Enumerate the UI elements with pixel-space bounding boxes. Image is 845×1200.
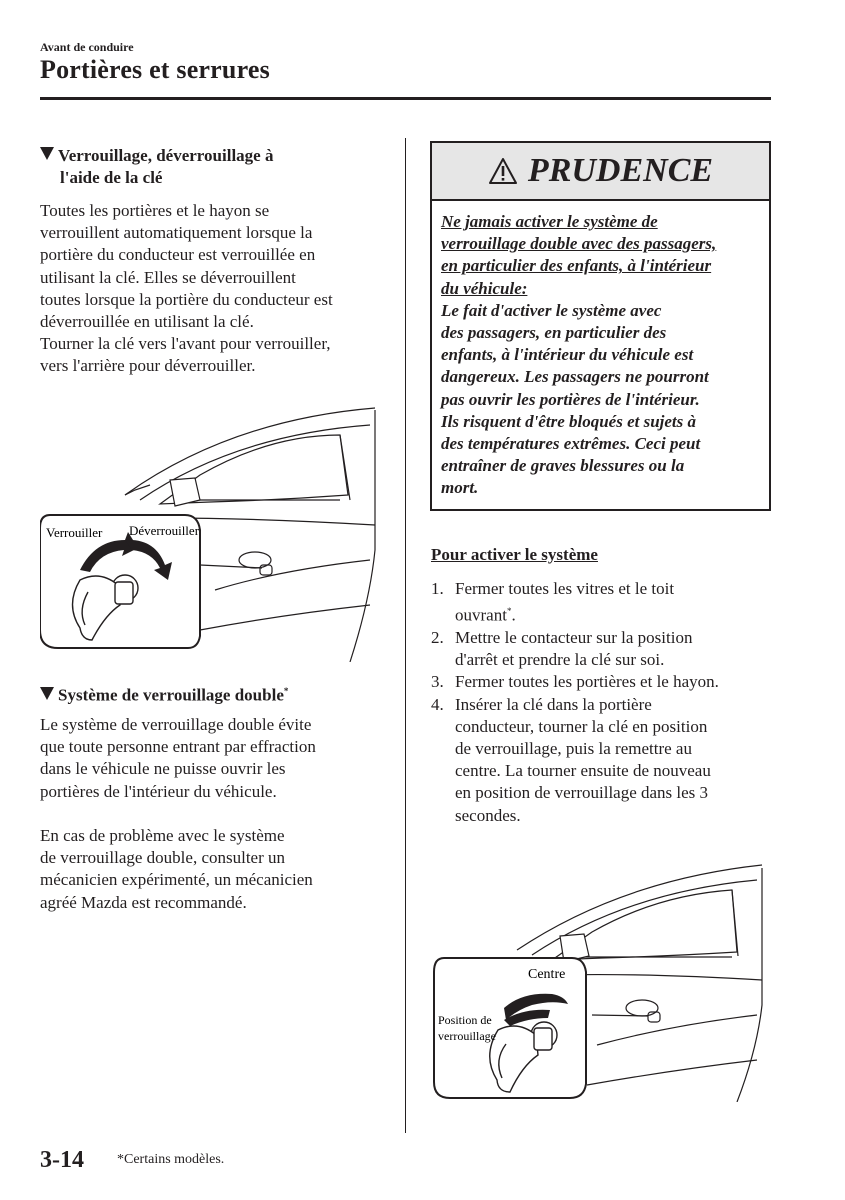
warning-line: mort. bbox=[441, 478, 479, 498]
heading-double-lock-text: Système de verrouillage double bbox=[58, 685, 284, 705]
step-line: Mettre le contacteur sur la position bbox=[455, 628, 693, 648]
warning-line: Ils risquent d'être bloqués et sujets à bbox=[441, 411, 697, 431]
text-line: Le système de verrouillage double évite bbox=[40, 715, 312, 734]
footnote: *Certains modèles. bbox=[117, 1152, 225, 1167]
footnote-mark: * bbox=[283, 686, 289, 696]
paragraph-double-lock bbox=[40, 714, 316, 803]
step-number: 3. bbox=[431, 672, 444, 692]
step-item bbox=[431, 627, 719, 671]
label-lock: Verrouiller bbox=[46, 525, 103, 540]
step-number: 2. bbox=[431, 628, 444, 648]
step-item bbox=[431, 671, 719, 693]
text-line: de verrouillage double, consulter un bbox=[40, 848, 286, 868]
warning-line: des passagers, en particulier des bbox=[441, 323, 667, 343]
text-line: utilisant la clé. Elles se déverrouillent bbox=[40, 267, 296, 287]
warning-line: en particulier des enfants, à l'intérieur bbox=[441, 256, 712, 276]
text-line: portière du conducteur est verrouillée en bbox=[40, 245, 316, 265]
page-title: Portières et serrures bbox=[40, 55, 270, 84]
text-line: Toutes les portières et le hayon se bbox=[40, 201, 270, 220]
step-line: Insérer la clé dans la portière bbox=[455, 694, 652, 714]
warning-line: verrouillage double avec des passagers, bbox=[441, 234, 717, 254]
warning-box bbox=[430, 141, 771, 511]
step-line: Fermer toutes les vitres et le toit bbox=[455, 579, 675, 598]
paragraph-problem bbox=[40, 825, 313, 914]
heading-key-lock-line2: l'aide de la clé bbox=[60, 168, 163, 187]
step-line: de verrouillage, puis la remettre au bbox=[455, 739, 692, 759]
step-line: centre. La tourner ensuite de nouveau bbox=[455, 761, 711, 781]
step-line: en position de verrouillage dans les 3 bbox=[455, 783, 709, 803]
warning-header bbox=[432, 143, 769, 201]
steps-list bbox=[431, 578, 719, 827]
step-line: d'arrêt et prendre la clé sur soi. bbox=[455, 650, 665, 670]
step-line: secondes. bbox=[455, 805, 521, 825]
label-lock-position-1: Position de bbox=[438, 1013, 492, 1027]
door-lock-illustration bbox=[40, 400, 385, 662]
subheading-activate: Pour activer le système bbox=[431, 545, 598, 564]
step-line-wrap bbox=[455, 600, 719, 627]
warning-line: entraîner de graves blessures ou la bbox=[441, 456, 685, 476]
text-line: vers l'arrière pour déverrouiller. bbox=[40, 356, 256, 376]
step-number: 1. bbox=[431, 579, 444, 598]
header-rule bbox=[40, 97, 771, 100]
text-line: que toute personne entrant par effraction bbox=[40, 737, 316, 757]
step-item bbox=[431, 694, 719, 827]
warning-triangle-icon bbox=[488, 157, 518, 185]
step-item bbox=[431, 578, 719, 627]
warning-line: Ne jamais activer le système de bbox=[441, 212, 658, 231]
label-center: Centre bbox=[528, 967, 566, 982]
text-line: dans le véhicule ne puisse ouvrir les bbox=[40, 759, 286, 779]
step-line: Fermer toutes les portières et le hayon. bbox=[455, 672, 719, 692]
text-line: verrouillent automatiquement lorsque la bbox=[40, 223, 313, 243]
warning-line: Le fait d'activer le système avec bbox=[441, 300, 662, 320]
text-line: agréé Mazda est recommandé. bbox=[40, 892, 247, 912]
paragraph-key-lock bbox=[40, 200, 333, 378]
text-line: En cas de problème avec le système bbox=[40, 826, 285, 845]
column-divider bbox=[405, 138, 406, 1133]
footnote-mark: * bbox=[506, 606, 512, 617]
warning-title: PRUDENCE bbox=[527, 152, 714, 189]
label-lock-position-2: verrouillage bbox=[438, 1029, 496, 1043]
warning-text bbox=[441, 211, 716, 500]
text-line: toutes lorsque la portière du conducteur est bbox=[40, 289, 333, 309]
step-number: 4. bbox=[431, 694, 444, 714]
triangle-bullet-icon bbox=[40, 687, 54, 700]
text-line: portières de l'intérieur du véhicule. bbox=[40, 781, 277, 801]
warning-line: pas ouvrir les portières de l'intérieur. bbox=[441, 389, 700, 409]
heading-double-lock bbox=[40, 680, 288, 707]
warning-line: du véhicule: bbox=[441, 278, 528, 298]
step-line: ouvrant bbox=[455, 605, 507, 625]
triangle-bullet-icon bbox=[40, 147, 54, 160]
heading-key-lock bbox=[40, 145, 273, 189]
step-line-end: . bbox=[511, 605, 516, 625]
warning-line: enfants, à l'intérieur du véhicule est bbox=[441, 345, 694, 365]
double-lock-illustration bbox=[432, 860, 772, 1102]
warning-line: des températures extrêmes. Ceci peut bbox=[441, 434, 701, 454]
label-unlock: Déverrouiller bbox=[129, 523, 200, 538]
step-line: conducteur, tourner la clé en position bbox=[455, 716, 708, 736]
heading-key-lock-line1: Verrouillage, déverrouillage à bbox=[58, 146, 274, 165]
warning-line: dangereux. Les passagers ne pourront bbox=[441, 367, 709, 387]
page-number: 3-14 bbox=[40, 1147, 84, 1173]
text-line: Tourner la clé vers l'avant pour verrouiller, bbox=[40, 334, 331, 354]
section-label: Avant de conduire bbox=[40, 40, 134, 54]
text-line: mécanicien expérimenté, un mécanicien bbox=[40, 870, 313, 890]
text-line: déverrouillée en utilisant la clé. bbox=[40, 312, 254, 332]
